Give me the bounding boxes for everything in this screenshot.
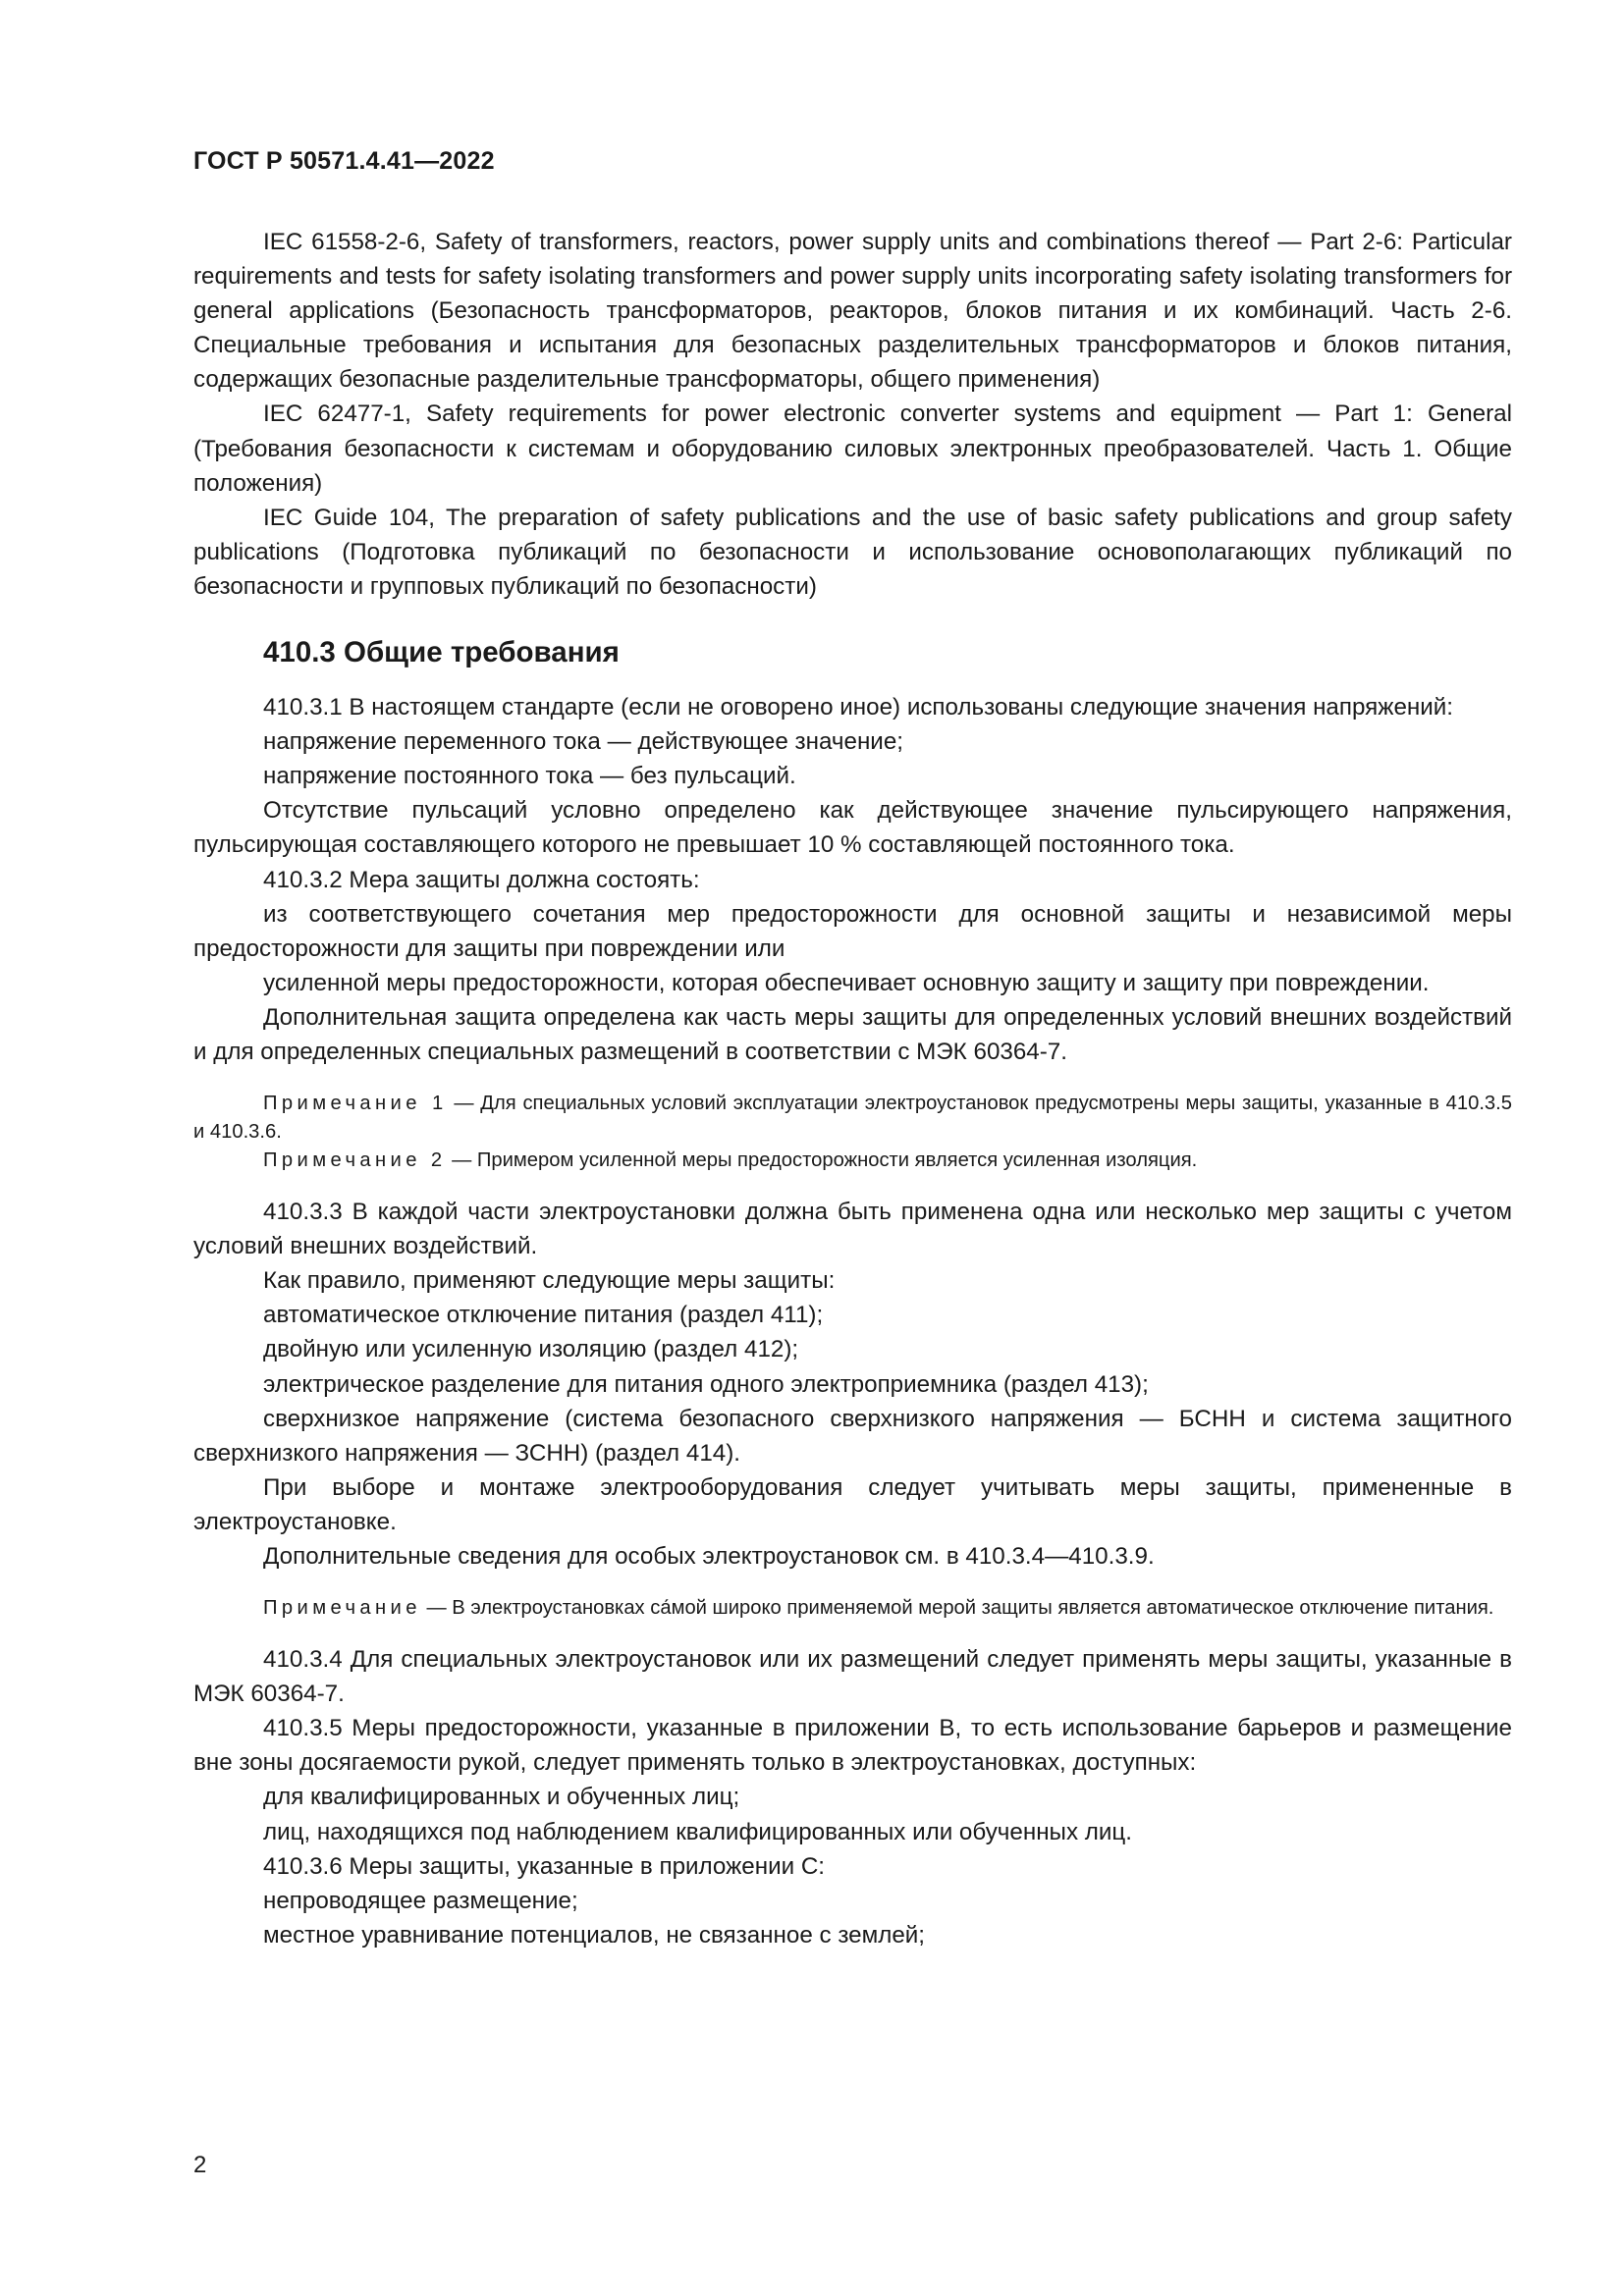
paragraph: усиленной меры предосторожности, которая обеспечивает основную защиту и защиту при повреждении. <box>263 969 1430 996</box>
paragraph: Дополнительные сведения для особых электроустановок см. в 410.3.4—410.3.9. <box>263 1543 1155 1570</box>
paragraph: напряжение постоянного тока — без пульсаций. <box>263 763 796 790</box>
notes-group <box>193 1090 1512 1175</box>
paragraph: электрическое разделение для питания одного электроприемника (раздел 413); <box>263 1370 1149 1398</box>
reference-item: IEC 61558-2-6, Safety of transformers, reactors, power supply units and combinations thereof — Part 2-6: Particular requirements and tests for safety isolating transformers and power supply units incorporating safety isolating transformers for general applications (Безопасность трансформаторов, реакторов, блоков питания и их комбинаций. Часть 2-6. Специальные требования и испытания для безопасных разделительных трансформаторов и блоков питания, содержащих безопасные разделительные трансформаторы, общего применения) <box>193 229 1512 394</box>
paragraph: 410.3.2 Мера защиты должна состоять: <box>263 866 700 893</box>
paragraph: При выборе и монтаже электрооборудования следует учитывать меры защиты, примененные в электроустановке. <box>193 1473 1512 1535</box>
reference-item: IEC Guide 104, The preparation of safety publications and the use of basic safety publications and group safety publications (Подготовка публикаций по безопасности и использование основополагающих публикаций по безопасности и групповых публикаций по безопасности) <box>193 504 1512 600</box>
paragraph: 410.3.4 Для специальных электроустановок или их размещений следует применять меры защиты, указанные в МЭК 60364-7. <box>193 1646 1512 1708</box>
paragraph: из соответствующего сочетания мер предосторожности для основной защиты и независимой меры предосторожности для защиты при повреждении или <box>193 900 1512 962</box>
paragraph: напряжение переменного тока — действующее значение; <box>263 728 903 756</box>
paragraph: непроводящее размещение; <box>263 1887 578 1914</box>
paragraph: сверхнизкое напряжение (система безопасного сверхнизкого напряжения — БСНН и система защитного сверхнизкого напряжения — ЗСНН) (раздел 414). <box>193 1405 1512 1467</box>
paragraph: автоматическое отключение питания (раздел 411); <box>263 1302 824 1329</box>
note-text: — В электроустановках са́мой широко применяемой мерой защиты является автоматическое отключение питания. <box>420 1597 1494 1620</box>
page-number: 2 <box>193 2152 207 2178</box>
document-body <box>193 225 1512 1952</box>
note-label: Примечание <box>263 1597 421 1620</box>
paragraph: 410.3.1 В настоящем стандарте (если не оговорено иное) использованы следующие значения напряжений: <box>263 694 1453 721</box>
note-text: — Для специальных условий эксплуатации электроустановок предусмотрены меры защиты, указанные в 410.3.5 и 410.3.6. <box>193 1093 1512 1144</box>
note <box>193 1147 1512 1175</box>
document-header: ГОСТ Р 50571.4.41—2022 <box>193 147 495 175</box>
note-text: — Примером усиленной меры предосторожности является усиленная изоляция. <box>446 1149 1198 1172</box>
paragraph: 410.3.6 Меры защиты, указанные в приложении С: <box>263 1852 826 1880</box>
paragraph: Как правило, применяют следующие меры защиты: <box>263 1267 836 1295</box>
paragraph: двойную или усиленную изоляцию (раздел 412); <box>263 1336 799 1363</box>
note <box>193 1594 1512 1623</box>
paragraph: 410.3.5 Меры предосторожности, указанные в приложении В, то есть использование барьеров и размещение вне зоны досягаемости рукой, следует применять только в электроустановках, доступных: <box>193 1715 1512 1777</box>
reference-item: IEC 62477-1, Safety requirements for power electronic converter systems and equipment — Part 1: General (Требования безопасности к системам и оборудованию силовых электронных преобразователей. Часть 1. Общие положения) <box>193 400 1512 497</box>
section-title: 410.3 Общие требования <box>263 636 620 669</box>
paragraph: Отсутствие пульсаций условно определено как действующее значение пульсирующего напряжения, пульсирующая составляющего которого не превышает 10 % составляющей постоянного тока. <box>193 797 1512 859</box>
paragraph: Дополнительная защита определена как часть меры защиты для определенных условий внешних воздействий и для определенных специальных размещений в соответствии с МЭК 60364-7. <box>193 1003 1512 1065</box>
note-label: Примечание 1 <box>263 1093 448 1115</box>
paragraph: 410.3.3 В каждой части электроустановки должна быть применена одна или несколько мер защиты с учетом условий внешних воздействий. <box>193 1199 1512 1260</box>
paragraph: местное уравнивание потенциалов, не связанное с землей; <box>263 1921 926 1949</box>
paragraph: лиц, находящихся под наблюдением квалифицированных или обученных лиц. <box>263 1818 1132 1845</box>
note-label: Примечание 2 <box>263 1149 447 1172</box>
paragraph: для квалифицированных и обученных лиц; <box>263 1784 740 1811</box>
note <box>193 1090 1512 1147</box>
notes-group <box>193 1594 1512 1623</box>
